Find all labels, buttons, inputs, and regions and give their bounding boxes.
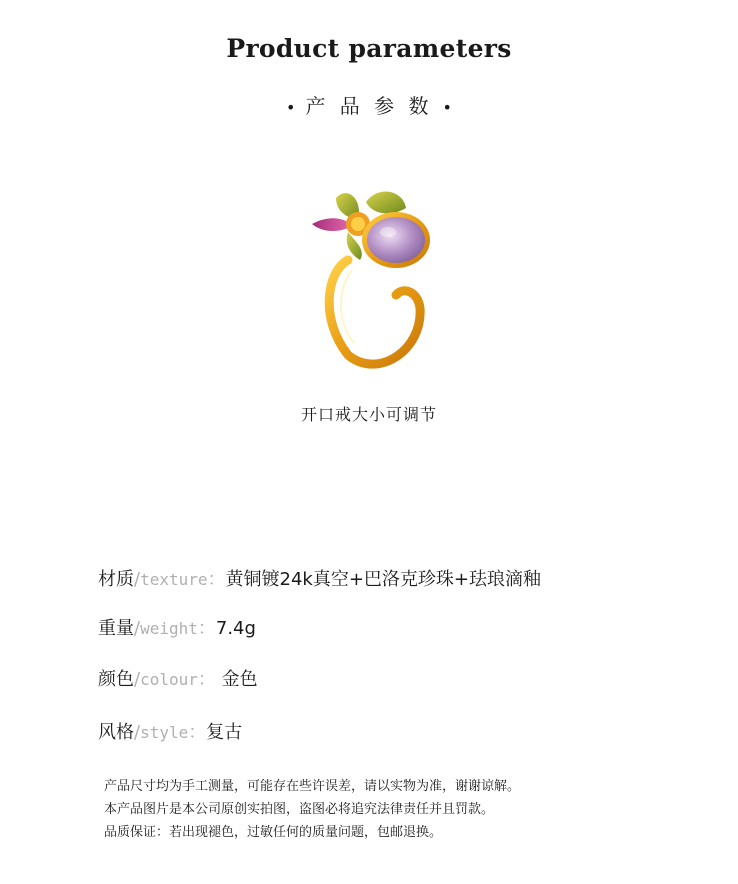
ring-caption: 开口戒大小可调节: [300, 405, 437, 424]
bullet-right: •: [442, 98, 452, 117]
param-colour: 颜色/colour： 金色: [98, 669, 258, 690]
param-style: 风格/style：复古: [98, 722, 243, 743]
page-title: Product parameters: [226, 34, 512, 63]
param-texture: 材质/texture：黄铜镀24k真空+巴洛克珍珠+珐琅滴釉: [98, 569, 542, 590]
subtitle-text: 产 品 参 数: [305, 94, 433, 118]
note-measurement: 产品尺寸均为手工测量，可能存在些许误差，请以实物为准，谢谢谅解。: [104, 779, 521, 794]
bullet-left: •: [286, 98, 296, 117]
param-weight: 重量/weight：7.4g: [98, 618, 256, 639]
section-subtitle: [0, 90, 738, 119]
ring-product-image: [308, 180, 442, 370]
note-copyright: 本产品图片是本公司原创实拍图，盗图必将追究法律责任并且罚款。: [104, 802, 495, 817]
note-quality: 品质保证：若出现褪色，过敏任何的质量问题，包邮退换。: [104, 825, 443, 840]
